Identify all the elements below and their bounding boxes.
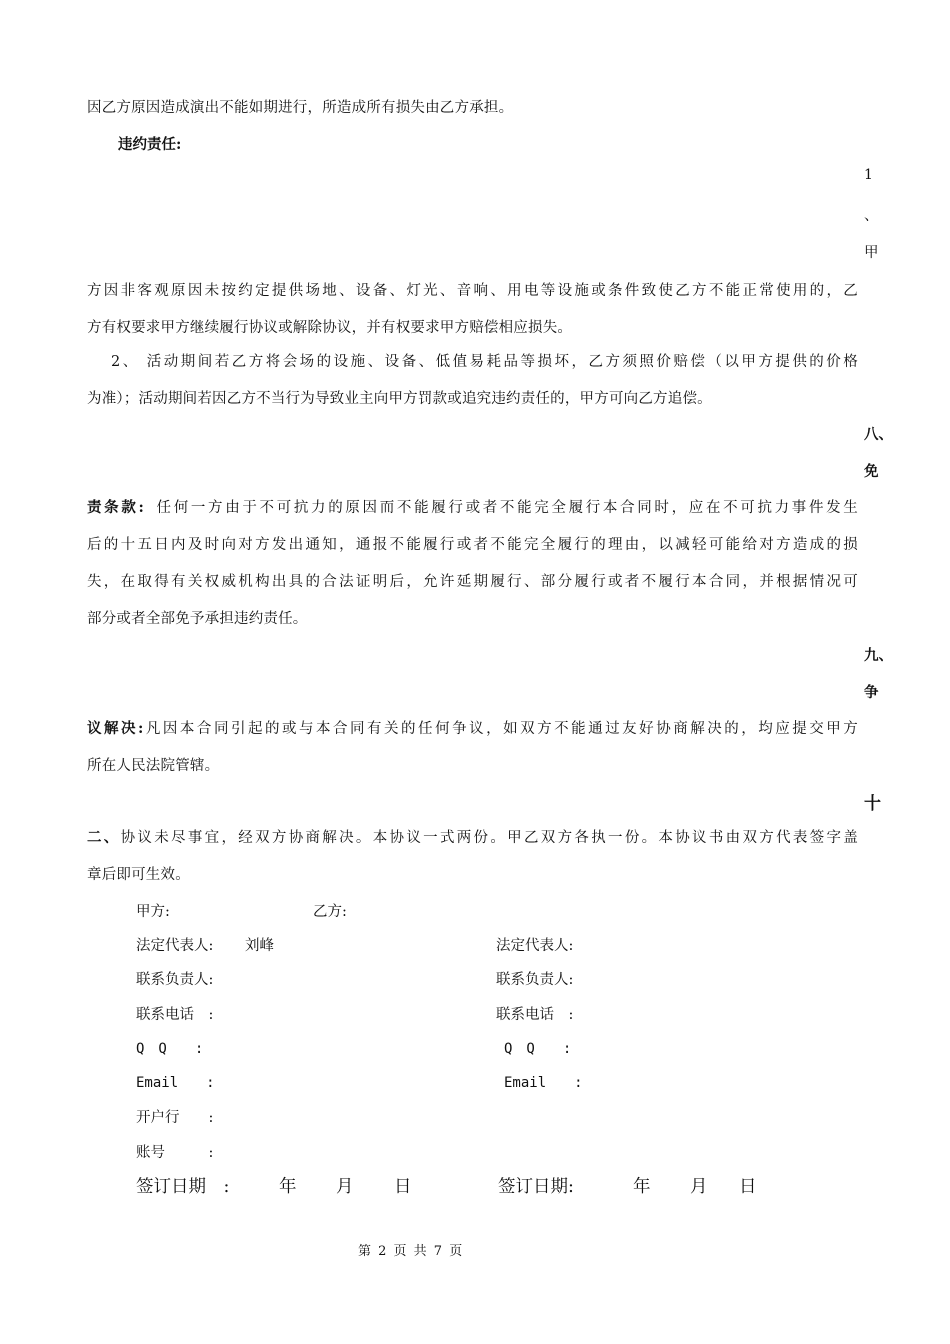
left-qq-label: Q Q : — [136, 1041, 204, 1057]
right-date-month: 月 — [690, 1177, 708, 1197]
section9-number: 九、 — [864, 647, 893, 664]
right-phone-label: 联系电话 : — [496, 1007, 574, 1023]
section8-label: 责条款: — [87, 499, 145, 516]
section9-label: 议解决: — [87, 720, 144, 737]
left-date-year: 年 — [279, 1177, 297, 1197]
section8-text-1: 任何一方由于不可抗力的原因而不能履行或者不能完全履行本合同时，应在不可抗力事件发生 — [154, 500, 858, 516]
section9-first-char: 争 — [864, 684, 879, 701]
section10-text-1: 协议未尽事宜，经双方协商解决。本协议一式两份。甲乙双方各执一份。本协议书由双方代表签字盖 — [120, 830, 859, 846]
item1-line-2: 方有权要求甲方继续履行协议或解除协议，并有权要求甲方赔偿相应损失。 — [87, 320, 573, 336]
section9-line-2: 所在人民法院管辖。 — [87, 758, 220, 774]
section8-first-char: 免 — [864, 463, 879, 480]
left-email-label: Email : — [136, 1075, 215, 1091]
right-email-label: Email : — [504, 1075, 583, 1091]
item1-number: 1 — [864, 167, 873, 183]
right-date-label: 签订日期: — [498, 1177, 574, 1197]
section10-line-2: 章后即可生效。 — [87, 867, 190, 883]
section8-line-4: 部分或者全部免予承担违约责任。 — [87, 611, 308, 627]
item1-first-char: 甲 — [864, 245, 879, 261]
section10-line-1 — [87, 826, 858, 847]
paragraph-loss-liability: 因乙方原因造成演出不能如期进行，所造成所有损失由乙方承担。 — [87, 100, 514, 116]
section9-line-1 — [87, 717, 858, 738]
section10-label: 二、 — [87, 829, 121, 846]
left-contact-label: 联系负责人: — [136, 972, 214, 988]
left-account-label: 账号 : — [136, 1145, 214, 1161]
section8-line-3: 失，在取得有关权威机构出具的合法证明后，允许延期履行、部分履行或者不履行本合同，并根据情况可 — [87, 574, 858, 590]
section10-number-part: 十 — [864, 794, 881, 814]
breach-heading: 违约责任: — [118, 136, 182, 153]
left-phone-label: 联系电话 : — [136, 1007, 214, 1023]
item2-line-1: 2、 活动期间若乙方将会场的设施、设备、低值易耗品等损坏，乙方须照价赔偿（以甲方提供的价格 — [111, 354, 858, 370]
item1-separator: 、 — [864, 208, 879, 224]
section8-line-2: 后的十五日内及时向对方发出通知，通报不能履行或者不能完全履行的理由，以减轻可能给对方造成的损 — [87, 537, 858, 553]
party-a-label: 甲方: — [136, 904, 170, 920]
left-date-month: 月 — [336, 1177, 354, 1197]
section9-text-1: 凡因本合同引起的或与本合同有关的任何争议，如双方不能通过友好协商解决的，均应提交甲方 — [143, 721, 858, 737]
right-rep-label: 法定代表人: — [496, 938, 574, 954]
left-date-day: 日 — [394, 1177, 412, 1197]
section8-line-1 — [87, 496, 858, 517]
section8-number: 八、 — [864, 426, 893, 443]
party-b-label: 乙方: — [313, 904, 347, 920]
item1-line-1: 方因非客观原因未按约定提供场地、设备、灯光、音响、用电等设施或条件致使乙方不能正常使用的，乙 — [87, 283, 858, 299]
left-rep-value: 刘峰 — [245, 938, 274, 954]
right-contact-label: 联系负责人: — [496, 972, 574, 988]
right-date-day: 日 — [739, 1177, 757, 1197]
left-rep-label: 法定代表人: — [136, 938, 214, 954]
right-qq-label: Q Q : — [504, 1041, 572, 1057]
right-date-year: 年 — [633, 1177, 651, 1197]
left-date-label: 签订日期 : — [136, 1177, 230, 1197]
item2-line-2: 为准）；活动期间若因乙方不当行为导致业主向甲方罚款或追究违约责任的，甲方可向乙方追偿。 — [87, 391, 712, 407]
page-number-footer: 第 2 页 共 7 页 — [358, 1244, 463, 1259]
left-bank-label: 开户行 : — [136, 1110, 214, 1126]
